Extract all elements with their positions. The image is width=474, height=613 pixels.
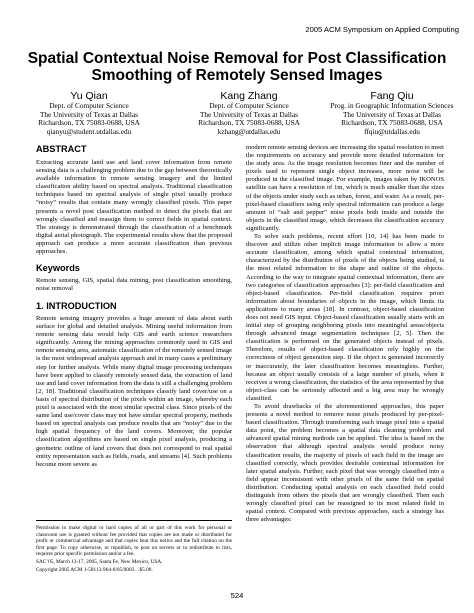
venue-header: 2005 ACM Symposium on Applied Computing <box>305 25 459 34</box>
author-email: kzhang@utdallas.edu <box>217 126 281 136</box>
keywords-heading: Keywords <box>36 263 80 273</box>
author-name: Fang Qiu <box>370 90 414 102</box>
author-name: Yu Qian <box>70 90 108 102</box>
author-city: Richardson, TX 75083-0688, USA <box>198 118 300 128</box>
author-dept: Dept. of Computer Science <box>209 101 289 110</box>
author-city: Richardson, TX 75083-0688, USA <box>38 118 140 128</box>
author-dept: Dept. of Computer Science <box>49 101 129 110</box>
author-univ: The University of Texas at Dallas <box>199 109 299 119</box>
title-line: Spatial Contextual Noise Removal for Post Classification <box>27 50 447 67</box>
page-number: 524 <box>230 591 244 600</box>
author-2 <box>180 90 318 136</box>
author-city: Richardson, TX 75083-0688, USA <box>341 118 443 128</box>
author-dept: Prog. in Geographic Information Sciences <box>330 101 454 110</box>
author-email: qianyu@student.utdallas.edu <box>46 126 132 136</box>
permission-notice <box>36 520 232 573</box>
body-paragraph: To solve such problems, recent effort [10, 14] has been made to discover and utilize other implicit image information to allow a more accurate classification, among which spatial contextual information, characterized by the distribution of pixels of the objects being studied, is the most related information to the shape and outline of the objects. According to the way to integrate spatial contextual information, there are two categories of classification approaches [3]: per-field classification and object-based classification. Per-field classification requires priori information about boundaries of objects in the image, which limits its applications to many areas [18]. In contrast, object-based classification does not need GIS input. Object-based classification usually starts with an initial step of grouping neighboring pixels into meaningful areas/objects through advanced image segmentation techniques [2, 5]. Then the classification is performed on the generated objects instead of pixels. Therefore, results of object-based classification rely highly on the correctness of object generation step. If the object is generated incorrectly or inaccurately, the later classification becomes meaningless. Further, because an object usually consists of a large number of pixels, when it receives a wrong classification, the statistics of the area represented by that object-class can be seriously affected and a big area may be wrongly classified. <box>246 233 444 402</box>
author-3 <box>322 90 462 136</box>
body-paragraph: modern remote sensing devices are increasing the spatial resolution to meet the requirements on accuracy and provide more detailed information for the study area. As the image resolution becomes finer and the number of pixels used to represent single object increases, more noise will be produced in the classified image. For example, images taken by IKONOS satellite can have a resolution of 1m, which is much smaller than the sizes of the objects under study such as urban, forest, and water. As a result, per-pixel-based classifiers using only spectral information can produce a large amount of “salt and pepper” noise pixels both inside and outside the objects in the classified image, which decreases the classification accuracy significantly. <box>246 144 444 232</box>
body-paragraph: To avoid drawbacks of the aforementioned approaches, this paper presents a novel method to remove noise pixels produced by per-pixel-based classification. Through transforming each image pixel into a spatial data point, the problem becomes a spatial data cleaning problem and advanced spatial mining methods can be applied. The idea is based on the observation that although spectral analysis would produce noisy classification results, the majority of pixels of each field in the image are classified correctly, which provides desirable contextual information for later spatial analysis. Further, each pixel that was wrongly classified into a field appear inconsistent with other pixels of the same field on spatial distribution. Conducting spatial analysis on each classified field could distinguish from others the pixels that are wrongly classified. Then each wrongly classified pixel can be reassigned to its most related field in spatial context. Compared with previous approaches, such a strategy has three advantages: <box>246 403 444 524</box>
author-email: ffqiu@utdallas.edu <box>364 126 420 136</box>
introduction-section <box>36 301 232 469</box>
author-univ: The University of Texas at Dallas <box>342 109 442 119</box>
conference-line: SAC’05, March 13-17, 2005, Santa Fe, New Mexico, USA. <box>36 558 163 565</box>
paper-title <box>0 50 474 84</box>
abstract-heading: ABSTRACT <box>36 144 87 154</box>
keywords-text: Remote sensing, GIS, spatial data mining, post classification smoothing, noise removal <box>36 277 232 293</box>
copyright-line: Copyright 2005 ACM 1-58113-964-0/05/0003…$5.00. <box>36 566 153 573</box>
author-1 <box>22 90 156 136</box>
introduction-text: Remote sensing imagery provides a huge amount of data about earth surface for global and detailed analysis. Mining useful information from remote sensing data would help GIS and earth science researchers significantly. Among the mining approaches commonly used in GIS and remote sensing area, automatic classification of the remotely sensed image is the most widespread analysis approach and in many cases a preliminary step for further analysis. While many digital image processing techniques have been applied to classify remotely sensed data, the extraction of land use and land cover information from the data is still a challenging problem [2, 18]. Traditional classification techniques classify land cover/use on a basis of spectral distribution of the pixels within an image, whereby each pixel is associated with the most similar spectral class. Since pixels of the same land use/cover class may not have similar spectral property, methods based on spectral analysis can produce results that are “noisy” due to the high spatial frequency of the land covers. Moreover, the popular classification algorithms are based on single pixel analysis, producing a geometric outline of land covers that does not correspond to real spatial entity representation such as fields, roads, and streams [4]. Such problems become more severe as <box>36 315 232 468</box>
author-name: Kang Zhang <box>220 90 278 102</box>
right-column <box>246 144 444 524</box>
title-line: Smoothing of Remotely Sensed Images <box>91 67 383 84</box>
keywords-section <box>36 263 232 293</box>
introduction-heading: 1. INTRODUCTION <box>36 301 117 311</box>
abstract-section <box>36 144 232 256</box>
permission-text: Permission to make digital or hard copies of all or part of this work for personal or classroom use is granted without fee provided that copies are not made or distributed for profit or commercial advantage and that copies bear this notice and the full citation on the first page. To copy otherwise, or republish, to post on servers or to redistribute to lists, requires prior specific permission and/or a fee. <box>36 525 232 558</box>
abstract-text: Extracting accurate land use and land cover information from remote sensing data is a challenging problem due to the gap between theoretically available information in remote sensing imagery and the limited classification ability based on spectral analysis. Traditional classification techniques based on spectral analysis of single pixel usually produce “noisy” results that contain many wrongly classified pixels. This paper presents a novel post classification method to detect the pixels that are wrongly classified and reassign them to correct fields in spatial context. The strategy is demonstrated through the classification of a benchmark digital aerial photograph. The experimental results show that the proposed approach can produce a more accurate classification than previous approaches. <box>36 159 232 256</box>
author-univ: The University of Texas at Dallas <box>39 109 139 119</box>
